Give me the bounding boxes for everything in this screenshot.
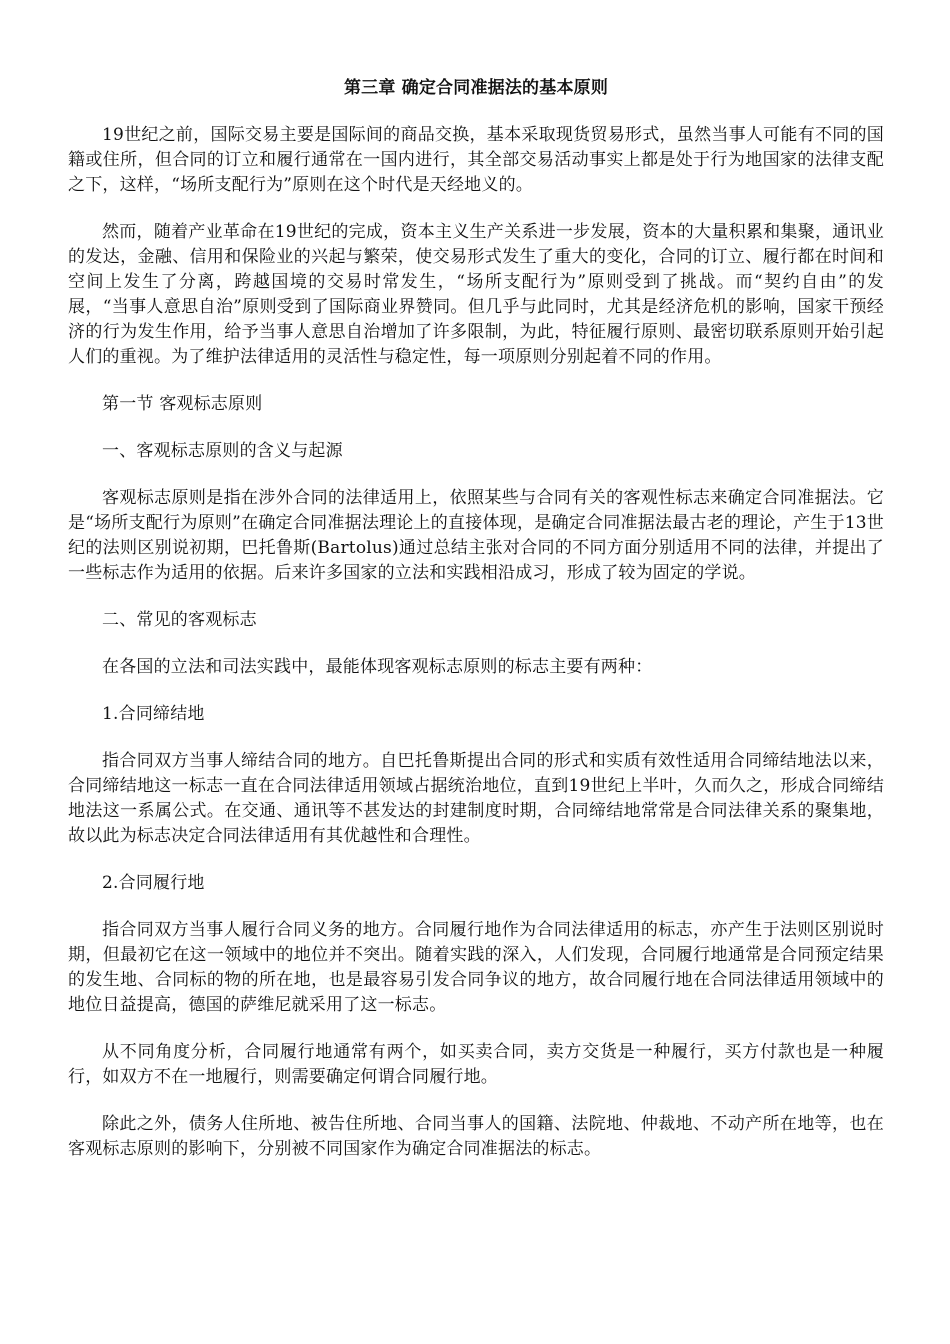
- paragraph-principle-definition: 客观标志原则是指在涉外合同的法律适用上，依照某些与合同有关的客观性标志来确定合同准据法。它是“场所支配行为原则”在确定合同准据法理论上的直接体现，是确定合同准据法最古老的理论，产生于13世纪的法则区别说初期，巴托鲁斯(Bartolus)通过总结主张对合同的不同方面分别适用不同的法律，并提出了一些标志作为适用的依据。后来许多国家的立法和实践相沿成习，形成了较为固定的学说。: [68, 488, 884, 583]
- section-heading-objective-principle: 第一节 客观标志原则: [102, 394, 263, 414]
- paragraph-other-markers: 除此之外，债务人住所地、被告住所地、合同当事人的国籍、法院地、仲裁地、不动产所在地等，也在客观标志原则的影响下，分别被不同国家作为确定合同准据法的标志。: [68, 1114, 884, 1159]
- paragraph-two-markers: 在各国的立法和司法实践中，最能体现客观标志原则的标志主要有两种：: [102, 657, 653, 677]
- subheading-common-markers: 二、常见的客观标志: [102, 610, 257, 630]
- paragraph-place-of-conclusion: 指合同双方当事人缔结合同的地方。自巴托鲁斯提出合同的形式和实质有效性适用合同缔结地法以来，合同缔结地这一标志一直在合同法律适用领域占据统治地位，直到19世纪上半叶，久而久之，形成合同缔结地法这一系属公式。在交通、通讯等不甚发达的封建制度时期，合同缔结地常常是合同法律关系的聚集地，故以此为标志决定合同法律适用有其优越性和合理性。: [68, 751, 884, 846]
- paragraph-two-performance-places: 从不同角度分析，合同履行地通常有两个，如买卖合同，卖方交货是一种履行，买方付款也是一种履行，如双方不在一地履行，则需要确定何谓合同履行地。: [68, 1042, 884, 1087]
- chapter-title: 第三章 确定合同准据法的基本原则: [343, 78, 609, 98]
- paragraph-pre-19th-century: 19世纪之前，国际交易主要是国际间的商品交换，基本采取现货贸易形式，虽然当事人可能有不同的国籍或住所，但合同的订立和履行通常在一国内进行，其全部交易活动事实上都是处于行为地国家的法律支配之下，这样，“场所支配行为”原则在这个时代是天经地义的。: [68, 125, 884, 195]
- paragraph-industrial-revolution: 然而，随着产业革命在19世纪的完成，资本主义生产关系进一步发展，资本的大量积累和集聚，通讯业的发达，金融、信用和保险业的兴起与繁荣，使交易形式发生了重大的变化，合同的订立、履行都在时间和空间上发生了分离，跨越国境的交易时常发生，“场所支配行为”原则受到了挑战。而“契约自由”的发展，“当事人意思自治”原则受到了国际商业界赞同。但几乎与此同时，尤其是经济危机的影响，国家干预经济的行为发生作用，给予当事人意思自治增加了许多限制，为此，特征履行原则、最密切联系原则开始引起人们的重视。为了维护法律适用的灵活性与稳定性，每一项原则分别起着不同的作用。: [68, 222, 884, 367]
- subheading-meaning-origin: 一、客观标志原则的含义与起源: [102, 441, 343, 461]
- document-page: [68, 76, 884, 1184]
- paragraph-place-of-performance: 指合同双方当事人履行合同义务的地方。合同履行地作为合同法律适用的标志，亦产生于法则区别说时期，但最初它在这一领域中的地位并不突出。随着实践的深入，人们发现，合同履行地通常是合同预定结果的发生地、合同标的物的所在地，也是最容易引发合同争议的地方，故合同履行地在合同法律适用领域中的地位日益提高，德国的萨维尼就采用了这一标志。: [68, 920, 884, 1015]
- item-heading-place-of-performance: 2.合同履行地: [102, 873, 205, 893]
- item-heading-place-of-conclusion: 1.合同缔结地: [102, 704, 205, 724]
